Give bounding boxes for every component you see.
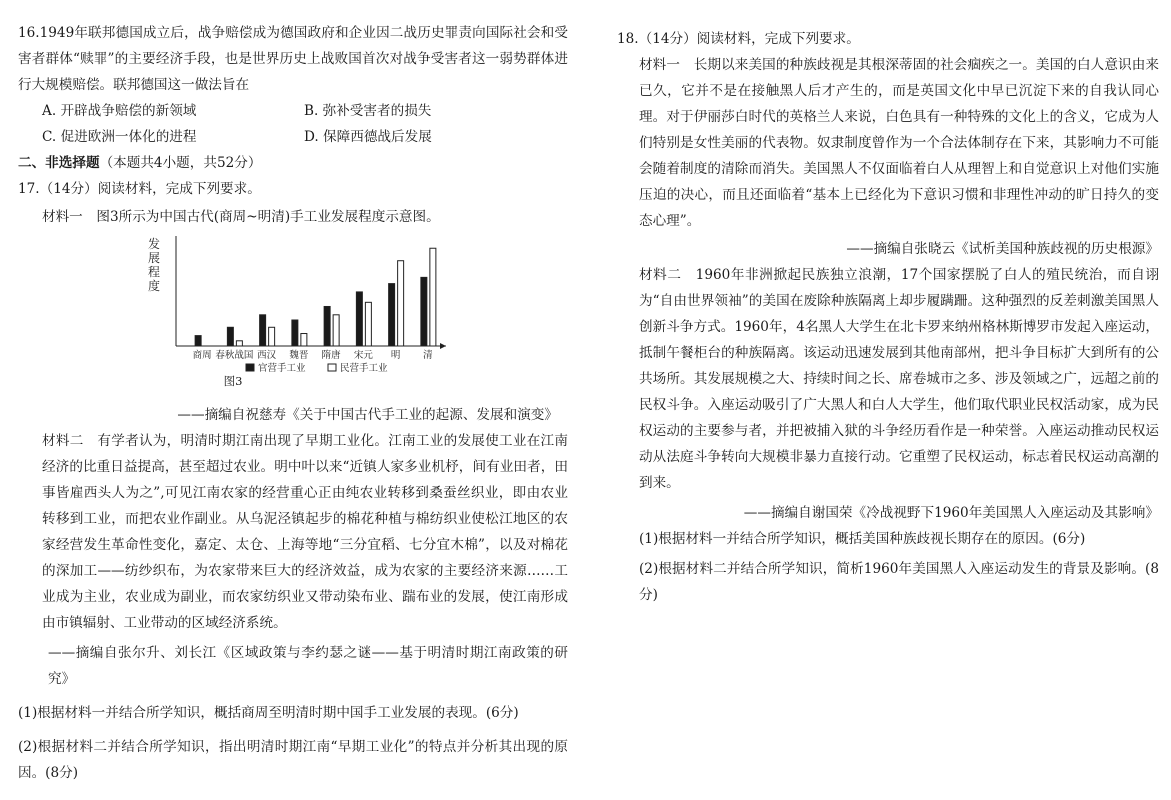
x-tick-label: 隋唐 bbox=[321, 350, 341, 361]
x-tick-label: 魏晋 bbox=[289, 350, 309, 361]
figure-caption: 图3 bbox=[223, 374, 243, 388]
q16-option-b[interactable]: B. 弥补受害者的损失 bbox=[304, 103, 432, 119]
q17-material1-source: ——摘编自祝慈寿《关于中国古代手工业的起源、发展和演变》 bbox=[177, 407, 558, 423]
bar-private bbox=[301, 334, 307, 346]
question-18 bbox=[617, 26, 1159, 608]
bar-private bbox=[269, 327, 275, 346]
q18-material1-source: ——摘编自张晓云《试析美国种族歧视的历史根源》 bbox=[846, 241, 1159, 257]
x-tick-label: 西汉 bbox=[257, 350, 277, 361]
bar-official bbox=[356, 292, 362, 346]
q18-material2: 材料二 1960年非洲掀起民族独立浪潮，17个国家摆脱了白人的殖民统治，而自诩为“自由世界领袖”的美国在废除种族隔离上却步履蹒跚。这种强烈的反差刺激美国黑人创新斗争方式。1960年，4名黑人大学生在北卡罗来纳州格林斯博罗市发起入座运动，抵制午餐柜台的种族隔离。该运动迅速发展到其他南部州，把斗争目标扩大到所有的公共场所。其发展规模之大、持续时间之长、席卷城市之多、涉及领域之广，远超之前的民权斗争。入座运动吸引了广大黑人和白人大学生，他们取代职业民权活动家，成为民权运动的主要参与者，并把被捕入狱的斗争经历看作是一种荣誉。入座运动推动民权运动从法庭斗争转向大规模非暴力直接行动。它重塑了民权运动，标志着民权运动高潮的到来。 bbox=[639, 267, 1159, 491]
left-column bbox=[18, 0, 568, 786]
y-axis-label-char: 程 bbox=[148, 265, 161, 279]
x-axis-arrow bbox=[440, 343, 446, 349]
legend-swatch-private bbox=[328, 364, 336, 371]
q16-option-a[interactable]: A. 开辟战争赔偿的新领域 bbox=[42, 103, 197, 119]
x-tick-label: 宋元 bbox=[353, 350, 373, 361]
chart-svg bbox=[128, 234, 458, 384]
bar-official bbox=[227, 327, 233, 346]
q17-material2: 材料二 有学者认为，明清时期江南出现了早期工业化。江南工业的发展使工业在江南经济的比重日益提高，甚至超过农业。明中叶以来“近镇人家多业机杼，间有业田者，田事皆雇西头人为之”,可见江南农家的经营重心正由纯农业转移到桑蚕丝织业，即由农业转移到工业，而把农业作副业。从乌泥泾镇起步的棉花种植与棉纺织业使松江地区的农家经营发生革命性变化，嘉定、太仓、上海等地“三分宜稻、七分宜木棉”，以及对棉花的深加工——纺纱织布，为农家带来巨大的经济效益，成为农家的主要经济来源……工业成为主业，农业成为副业，而农家纺织业又带动染布业、踹布业的发展，使江南形成由市镇辐射、工业带动的区域经济系统。 bbox=[42, 433, 568, 631]
bar-official bbox=[389, 284, 395, 346]
q18-ask-1: (1)根据材料一并结合所学知识，概括美国种族歧视长期存在的原因。(6分) bbox=[639, 531, 1086, 547]
bar-official bbox=[324, 306, 330, 346]
legend-label-official: 官营手工业 bbox=[258, 363, 306, 374]
y-axis-label-char: 发 bbox=[148, 237, 161, 251]
q17-material1-intro: 材料一 图3所示为中国古代(商周~明清)手工业发展程度示意图。 bbox=[42, 209, 440, 225]
bar-official bbox=[292, 320, 298, 346]
x-tick-label: 明 bbox=[390, 350, 401, 361]
q17-material2-source: ——摘编自张尔升、刘长江《区域政策与李约瑟之谜——基于明清时期江南政策的研究》 bbox=[48, 645, 568, 687]
section-note: （本题共4小题，共52分） bbox=[99, 155, 262, 171]
q18-title: 18.（14分）阅读材料，完成下列要求。 bbox=[617, 31, 860, 47]
section-title: 二、非选择题 bbox=[18, 155, 100, 171]
y-axis-label-char: 展 bbox=[148, 251, 161, 265]
section-heading bbox=[18, 150, 568, 176]
q18-material1: 材料一 长期以来美国的种族歧视是其根深蒂固的社会痼疾之一。美国的白人意识由来已久，它并不是在接触黑人后才产生的，而是英国文化中早已沉淀下来的自我认同心理。对于伊丽莎白时代的英格兰人来说，白色具有一种特殊的文化上的含义，它成为人们特别是女性美丽的代表物。奴隶制度曾作为一个合法体制存在下来，其影响力不可能会随着制度的清除而消失。美国黑人不仅面临着白人从理智上和自觉意识上对他们实施压迫的决心，而且还面临着“基本上已经化为下意识习惯和非理性冲动的旷日持久的变态心理”。 bbox=[639, 57, 1159, 229]
q16-option-c[interactable]: C. 促进欧洲一体化的进程 bbox=[42, 129, 197, 145]
q17-ask-2: (2)根据材料二并结合所学知识，指出明清时期江南“早期工业化”的特点并分析其出现的原因。(8分) bbox=[18, 739, 568, 781]
legend-label-private: 民营手工业 bbox=[340, 363, 388, 374]
question-17 bbox=[18, 176, 568, 786]
q17-title: 17.（14分）阅读材料，完成下列要求。 bbox=[18, 181, 261, 197]
x-tick-label: 清 bbox=[423, 350, 433, 361]
legend-swatch-official bbox=[246, 364, 254, 371]
bar-private bbox=[398, 261, 404, 346]
q16-stem: 16.1949年联邦德国成立后，战争赔偿成为德国政府和企业因二战历史罪责向国际社会和受害者群体“赎罪”的主要经济手段，也是世界历史上战败国首次对战争受害者这一弱势群体进行大规模赔偿。联邦德国这一做法旨在 bbox=[18, 25, 568, 93]
q16-option-d[interactable]: D. 保障西德战后发展 bbox=[304, 129, 432, 145]
bar-official bbox=[260, 315, 266, 346]
q16-options bbox=[18, 98, 568, 150]
question-16 bbox=[18, 20, 568, 150]
y-axis-label-char: 度 bbox=[148, 279, 161, 293]
figure-3-chart bbox=[18, 234, 568, 402]
q18-ask-2: (2)根据材料二并结合所学知识，简析1960年美国黑人入座运动发生的背景及影响。(8分) bbox=[639, 561, 1159, 603]
q17-ask-1: (1)根据材料一并结合所学知识，概括商周至明清时期中国手工业发展的表现。(6分) bbox=[18, 705, 519, 721]
right-column bbox=[617, 0, 1159, 608]
bar-private bbox=[365, 302, 371, 346]
x-tick-label: 春秋战国 bbox=[215, 350, 254, 361]
bar-private bbox=[430, 248, 436, 346]
bar-private bbox=[333, 315, 339, 346]
bar-official bbox=[195, 336, 201, 346]
x-tick-label: 商周 bbox=[192, 350, 212, 361]
bar-private bbox=[236, 341, 242, 346]
q18-material2-source: ——摘编自谢国荣《冷战视野下1960年美国黑人入座运动及其影响》 bbox=[743, 505, 1159, 521]
bar-official bbox=[421, 277, 427, 346]
